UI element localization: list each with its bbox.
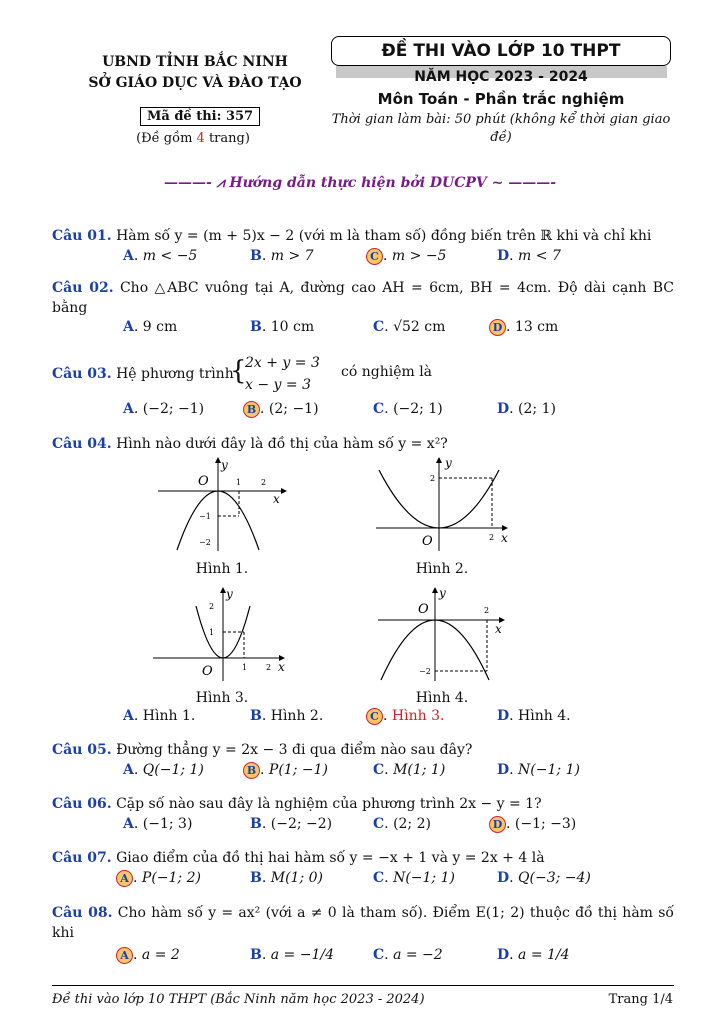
svg-text:2: 2: [430, 474, 436, 483]
q7-option-a[interactable]: A . P(−1; 2): [116, 870, 201, 887]
question-6: Câu 06. Cặp số nào sau đây là nghiệm của phương trình 2x − y = 1?: [52, 796, 542, 812]
q4-option-d[interactable]: D. Hình 4.: [497, 708, 571, 724]
svg-text:−2: −2: [199, 538, 211, 547]
guide-banner: ———- ⩘ Hướng dẫn thực hiện bởi DUCPV ~ ———-: [163, 175, 557, 191]
svg-text:O: O: [422, 534, 433, 549]
svg-text:2: 2: [261, 478, 267, 487]
q1-option-c[interactable]: C . m > −5: [366, 248, 446, 265]
q1-option-a[interactable]: A. m < −5: [123, 248, 198, 264]
equation-system: 2x + y = 3 x − y = 3: [245, 355, 320, 393]
question-1: [52, 226, 674, 246]
svg-text:1: 1: [242, 663, 248, 672]
q2-option-a[interactable]: A. 9 cm: [123, 319, 178, 335]
q7-option-d[interactable]: D. Q(−3; −4): [497, 870, 591, 886]
figure-4-caption: Hình 4.: [415, 690, 469, 706]
svg-text:y: y: [439, 586, 446, 600]
page-number: Trang 1/4: [608, 992, 673, 1007]
svg-text:2: 2: [489, 533, 495, 542]
origin-label: O: [198, 474, 209, 489]
svg-text:O: O: [418, 602, 429, 617]
svg-text:x: x: [273, 492, 280, 506]
question-3-tail: có nghiệm là: [341, 364, 433, 380]
svg-text:2: 2: [484, 606, 490, 615]
q1-option-b[interactable]: B. m > 7: [250, 248, 314, 264]
q4-option-b[interactable]: B. Hình 2.: [250, 708, 324, 724]
exam-code: Mã đề thi: 357: [140, 107, 260, 126]
header-org: [88, 52, 302, 94]
question-text: Hàm số y = (m + 5)x − 2 (với m là tham số) đồng biến trên ℝ khi và chỉ khi: [116, 228, 652, 244]
system-brace: {: [230, 356, 247, 386]
q5-option-b[interactable]: B . P(1; −1): [243, 762, 328, 779]
q7-option-c[interactable]: C. N(−1; 1): [373, 870, 455, 886]
svg-text:2: 2: [209, 602, 215, 611]
footer-title: Đề thi vào lớp 10 THPT (Bắc Ninh năm học 2023 - 2024): [52, 992, 425, 1007]
q5-option-d[interactable]: D. N(−1; 1): [497, 762, 580, 778]
q6-option-b[interactable]: B. (−2; −2): [250, 816, 333, 832]
org-line-2: SỞ GIÁO DỤC VÀ ĐÀO TẠO: [88, 75, 302, 91]
school-year: NĂM HỌC 2023 - 2024: [414, 69, 588, 85]
question-8: Câu 08. Cho hàm số y = ax² (với a ≠ 0 là tham số). Điểm E(1; 2) thuộc đồ thị hàm số khi: [52, 905, 674, 941]
figure-1-graph: [155, 455, 290, 555]
q6-option-c[interactable]: C. (2; 2): [373, 816, 431, 832]
q4-option-a[interactable]: A. Hình 1.: [123, 708, 196, 724]
q5-option-a[interactable]: A. Q(−1; 1): [123, 762, 204, 778]
q2-option-b[interactable]: B. 10 cm: [250, 319, 315, 335]
exam-title: ĐỀ THI VÀO LỚP 10 THPT: [331, 36, 671, 66]
q8-option-b[interactable]: B. a = −1/4: [250, 947, 334, 963]
q3-option-b[interactable]: B . (2; −1): [243, 401, 319, 418]
page-count: (Đề gồm 4 trang): [136, 131, 250, 146]
q8-option-a[interactable]: A . a = 2: [116, 947, 180, 964]
question-2: Câu 02. Cho △ABC vuông tại A, đường cao AH = 6cm, BH = 4cm. Độ dài cạnh BC bằng: [52, 280, 675, 316]
svg-text:1: 1: [236, 478, 242, 487]
figure-4-graph: [375, 585, 510, 685]
svg-text:y: y: [221, 458, 228, 472]
q7-option-b[interactable]: B. M(1; 0): [250, 870, 323, 886]
figure-3-caption: Hình 3.: [195, 690, 249, 706]
q3-option-d[interactable]: D. (2; 1): [497, 401, 556, 417]
footer-divider: [52, 985, 674, 986]
q2-option-c[interactable]: C. √52 cm: [373, 319, 446, 335]
q2-option-d[interactable]: D . 13 cm: [489, 319, 558, 336]
q1-option-d[interactable]: D. m < 7: [497, 248, 561, 264]
svg-text:−1: −1: [199, 512, 211, 521]
figure-2-caption: Hình 2.: [415, 561, 469, 577]
svg-text:x: x: [278, 660, 285, 674]
q3-option-a[interactable]: A. (−2; −1): [123, 401, 205, 417]
q6-option-a[interactable]: A. (−1; 3): [123, 816, 193, 832]
q4-option-c[interactable]: C . Hình 3.: [366, 708, 444, 725]
question-3: Câu 03. Hệ phương trình: [52, 366, 234, 382]
figure-2-graph: [373, 455, 513, 555]
svg-text:x: x: [501, 531, 508, 545]
svg-text:x: x: [495, 622, 502, 636]
svg-text:O: O: [202, 664, 213, 679]
org-line-1: UBND TỈNH BẮC NINH: [102, 54, 288, 70]
figure-3-graph: [150, 585, 290, 685]
q5-option-c[interactable]: C. M(1; 1): [373, 762, 446, 778]
q8-option-c[interactable]: C. a = −2: [373, 947, 443, 963]
subject: Môn Toán - Phần trắc nghiệm: [377, 90, 625, 108]
question-5: Câu 05. Đường thẳng y = 2x − 3 đi qua điểm nào sau đây?: [52, 742, 473, 758]
q6-option-d[interactable]: D . (−1; −3): [489, 816, 576, 833]
svg-text:1: 1: [209, 628, 215, 637]
svg-text:y: y: [226, 587, 233, 601]
svg-text:−2: −2: [419, 667, 431, 676]
figure-1-caption: Hình 1.: [195, 561, 249, 577]
question-7: Câu 07. Giao điểm của đồ thị hai hàm số y = −x + 1 và y = 2x + 4 là: [52, 850, 545, 866]
question-4: Câu 04. Hình nào dưới đây là đồ thị của hàm số y = x²?: [52, 436, 448, 452]
question-number: Câu 01.: [52, 228, 112, 244]
q3-option-c[interactable]: C. (−2; 1): [373, 401, 443, 417]
time-limit: Thời gian làm bài: 50 phút (không kể thời gian giao đề): [331, 112, 671, 145]
q8-option-d[interactable]: D. a = 1/4: [497, 947, 570, 963]
svg-text:y: y: [445, 456, 452, 470]
svg-text:2: 2: [266, 663, 272, 672]
